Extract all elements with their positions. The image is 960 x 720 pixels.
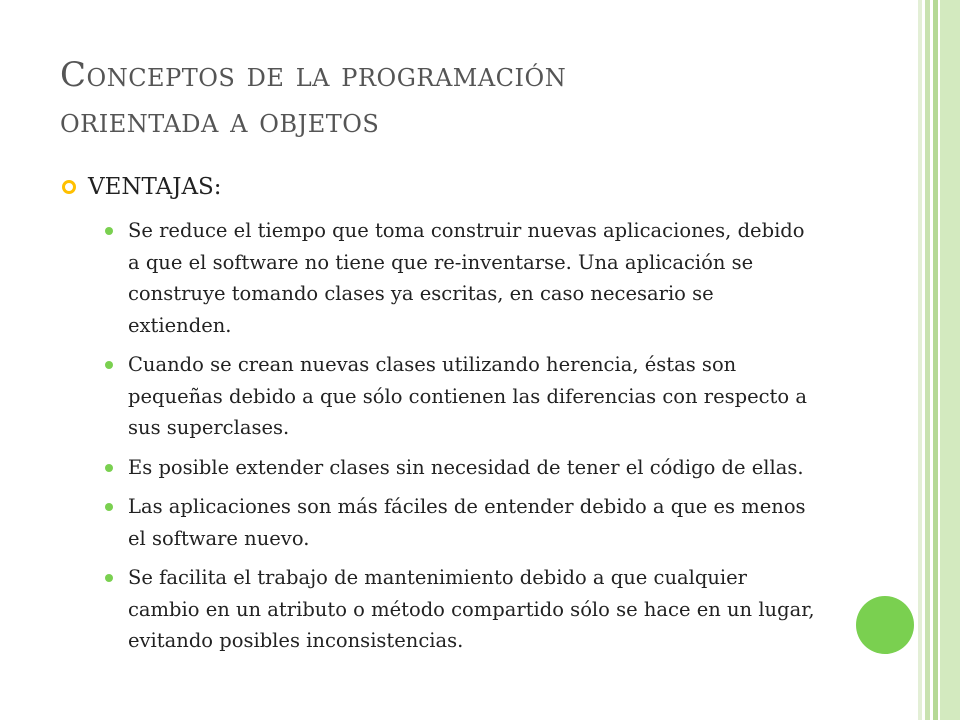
list-item-text: Se facilita el trabajo de mantenimiento debido a que cualquier cambio en un atributo o método compartido sólo se hace en un lugar, evitando posibles inconsistencias. — [128, 566, 815, 652]
heading-bullet-row — [62, 174, 222, 200]
list-item-text: Se reduce el tiempo que toma construir nuevas aplicaciones, debido a que el software no tiene que re-inventarse. Una aplicación se construye tomando clases ya escritas, en caso necesario se extienden. — [128, 219, 805, 337]
list-item — [100, 562, 820, 657]
section-heading: VENTAJAS: — [88, 174, 222, 200]
green-dot-bullet-icon — [105, 464, 113, 472]
list-item — [100, 491, 820, 554]
green-dot-bullet-icon — [105, 574, 113, 582]
slide-title — [60, 52, 860, 144]
slide-title-line-1: Conceptos de la programación — [60, 55, 567, 95]
green-dot-bullet-icon — [105, 361, 113, 369]
ring-bullet-icon — [62, 180, 76, 194]
list-item — [100, 452, 820, 484]
decorative-stripe — [940, 0, 960, 720]
list-item-text: Las aplicaciones son más fáciles de entender debido a que es menos el software nuevo. — [128, 495, 806, 550]
advantages-list — [100, 215, 820, 665]
slide-title-line-2: orientada a objetos — [60, 101, 380, 141]
list-item — [100, 349, 820, 444]
green-dot-bullet-icon — [105, 503, 113, 511]
green-dot-bullet-icon — [105, 227, 113, 235]
list-item-text: Es posible extender clases sin necesidad de tener el código de ellas. — [128, 455, 804, 479]
green-circle-icon — [856, 596, 914, 654]
list-item — [100, 215, 820, 341]
list-item-text: Cuando se crean nuevas clases utilizando herencia, éstas son pequeñas debido a que sólo contienen las diferencias con respecto a sus superclases. — [128, 353, 807, 439]
